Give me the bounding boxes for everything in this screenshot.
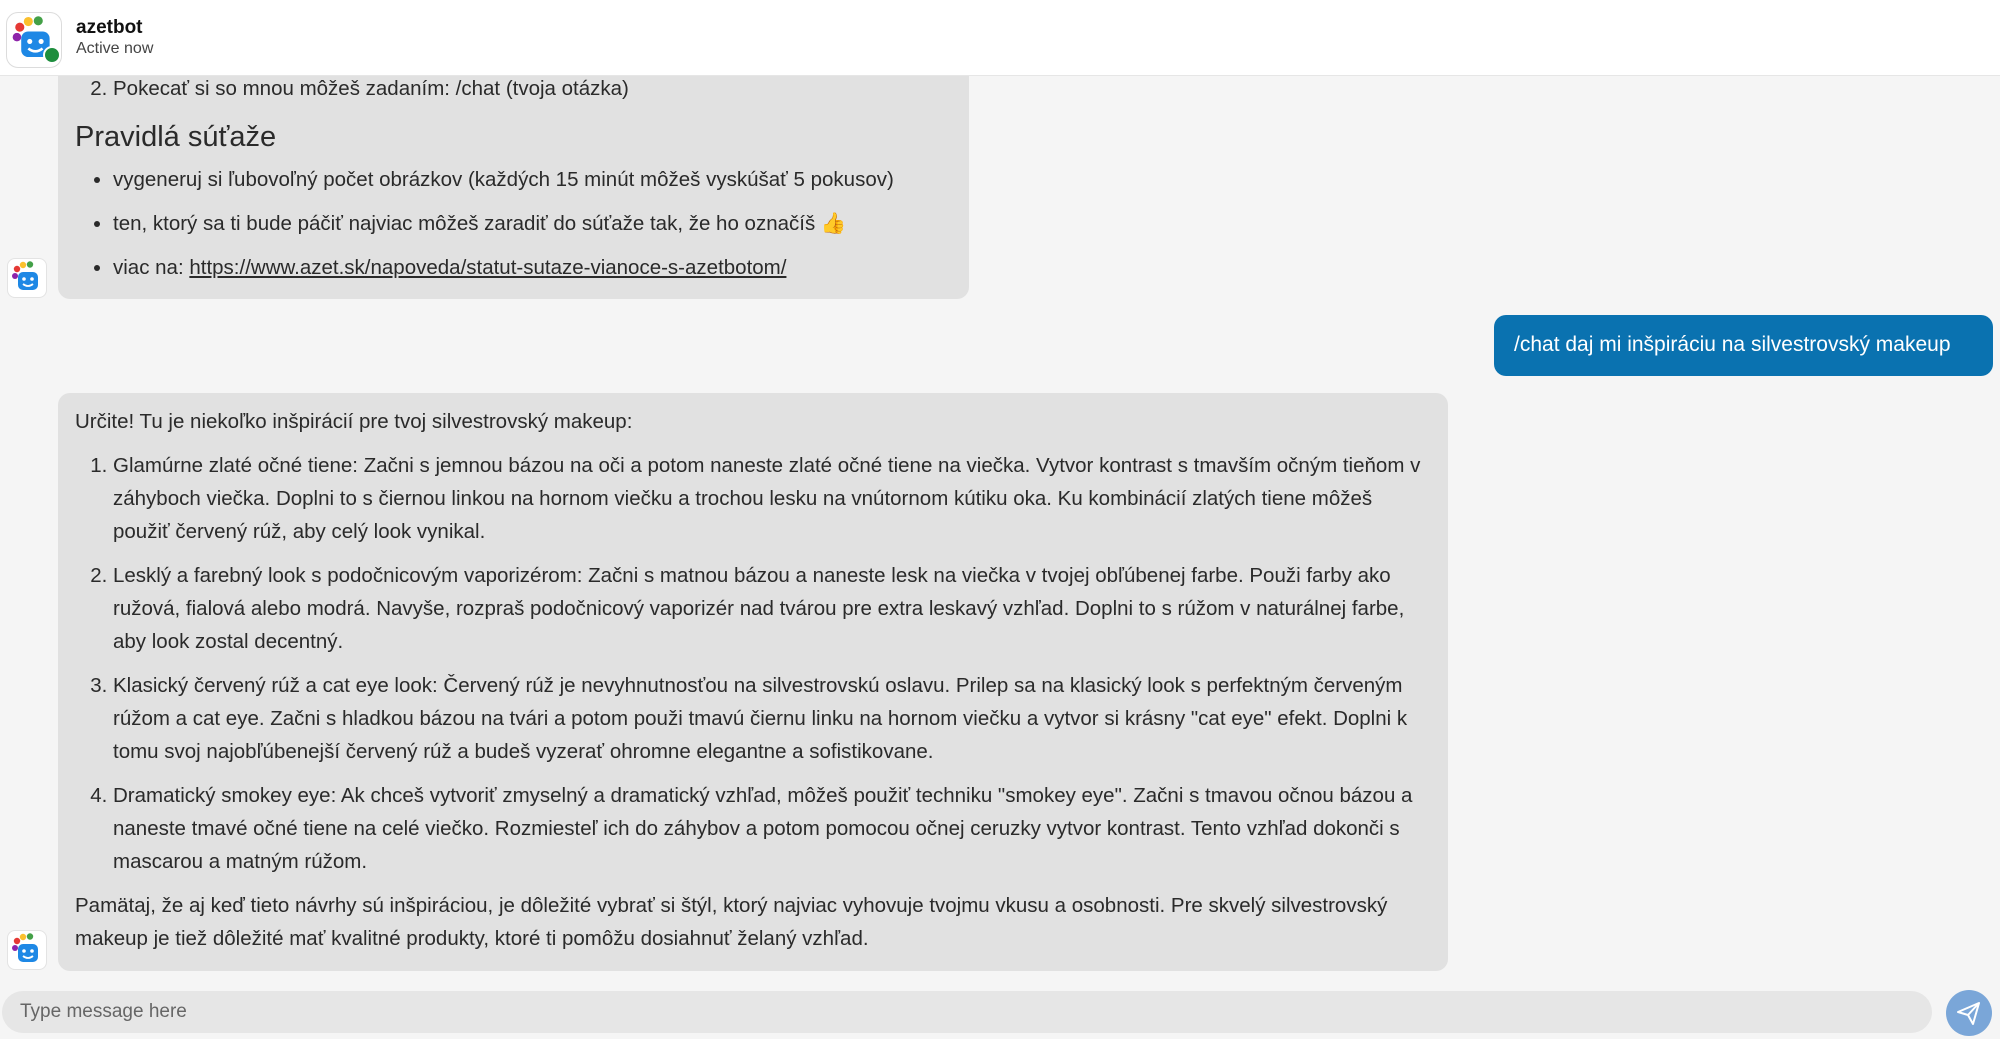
bot-avatar — [7, 930, 47, 970]
bot-status: Active now — [76, 40, 154, 57]
azetbot-logo-icon — [8, 931, 46, 969]
message-outro: Pamätaj, že aj keď tieto návrhy sú inšpiráciou, je dôležité vybrať si štýl, ktorý najviac vyhovuje tvojmu vkusu a osobnosti. Pre skvelý silvestrovský makeup je tiež dôležité mať kvalitné produkty, ktoré ti pomôžu dosiahnuť želaný vzhľad. — [75, 894, 1388, 950]
message-input[interactable] — [2, 991, 1932, 1033]
user-message-text: /chat daj mi inšpiráciu na silvestrovský makeup — [1514, 333, 1951, 356]
list-item: 2. Lesklý a farebný look s podočnicovým vaporizérom: Začni s matnou bázou a naneste lesk na viečka v tvojej obľúbenej farbe. Použi farby ako ružová, fialová alebo modrá. Navyše, rozpraš podočnicový vaporizér nad tvárou pre extra leskavý vzhľad. Doplni to s rúžom v naturálnej farbe, aby look zostal decentný. — [113, 559, 1428, 658]
azetbot-logo-icon — [8, 259, 46, 297]
list-item: • ten, ktorý sa ti bude páčiť najviac môžeš zaradiť do súťaže tak, že ho označíš 👍 — [113, 207, 949, 240]
bot-message — [58, 393, 1448, 971]
list-item: 2. Pokecať si so mnou môžeš zadaním: /chat (tvoja otázka) — [113, 72, 949, 105]
list-item: 1. Glamúrne zlaté očné tiene: Začni s jemnou bázou na oči a potom naneste zlaté očné tiene na viečka. Vytvor kontrast s tmavším očným tieňom v záhyboch viečka. Doplni to s čiernou linkou na hornom viečku a trochou lesku na vnútornom kútiku oka. Ku kombinácií zlatých tiene môžeš použiť červený rúž, aby celý look vynikal. — [113, 449, 1428, 548]
list-item: • vygeneruj si ľubovoľný počet obrázkov (každých 15 minút môžeš vyskúšať 5 pokusov) — [113, 163, 949, 196]
steps-list — [75, 72, 949, 105]
user-message — [1494, 315, 1993, 376]
list-item: • viac na: https://www.azet.sk/napoveda/statut-sutaze-vianoce-s-azetbotom/ — [113, 251, 949, 284]
chat-header — [0, 0, 2000, 76]
send-button[interactable] — [1946, 990, 1992, 1036]
bot-avatar — [7, 258, 47, 298]
list-item: 3. Klasický červený rúž a cat eye look: Červený rúž je nevyhnutnosťou na silvestrovskú oslavu. Prilep sa na klasický look s perfektným červeným rúžom a cat eye. Začni s hladkou bázou na tvári a potom použi tmavú čiernu linku na hornom viečku a vytvor si krásny "cat eye" efekt. Doplni k tomu svoj najobľúbenejší červený rúž a budeš vyzerať ohromne elegantne a sofistikovane. — [113, 669, 1428, 768]
bot-message — [58, 50, 969, 299]
rules-list — [75, 163, 949, 284]
rules-title: Pravidlá súťaže — [75, 121, 277, 153]
send-icon — [1946, 990, 1992, 1036]
bot-name: azetbot — [76, 17, 143, 38]
online-status-dot — [43, 46, 61, 64]
message-intro: Určite! Tu je niekoľko inšpirácií pre tvoj silvestrovský makeup: — [75, 410, 633, 433]
rules-link[interactable]: https://www.azet.sk/napoveda/statut-sutaze-vianoce-s-azetbotom/ — [189, 256, 787, 279]
list-item: 4. Dramatický smokey eye: Ak chceš vytvoriť zmyselný a dramatický vzhľad, môžeš použiť techniku "smokey eye". Začni s tmavou očnou bázou a naneste tmavé očné tiene na celé viečko. Rozmiesteľ ich do záhybov a potom pomocou očnej ceruzky vytvor kontrast. Tento vzhľad dokonči s mascarou a matným rúžom. — [113, 779, 1428, 878]
tips-list — [75, 449, 1428, 878]
